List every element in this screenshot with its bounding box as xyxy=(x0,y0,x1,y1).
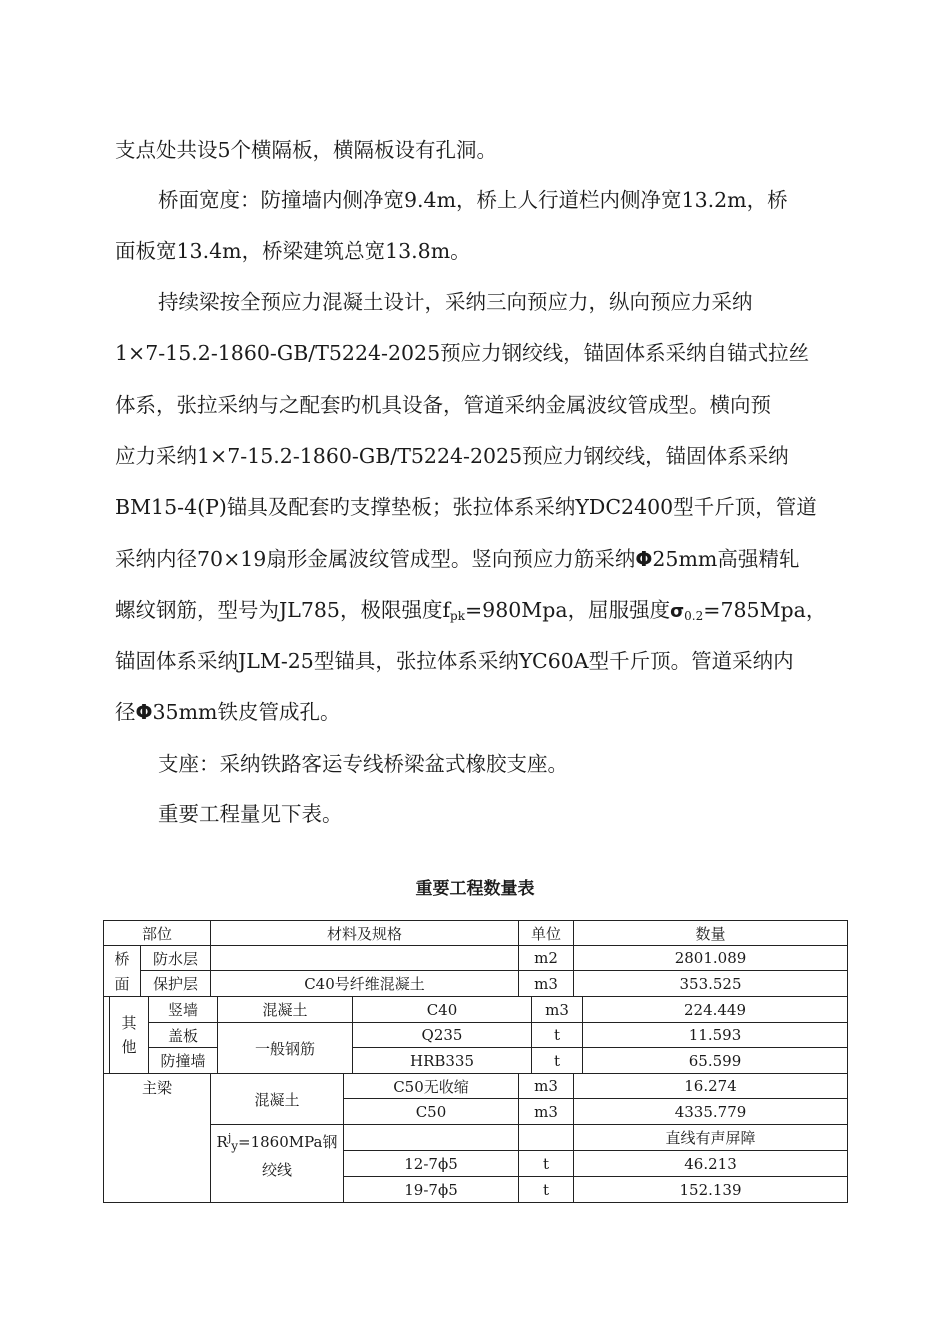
table-cell-spec: HRB335 xyxy=(409,1051,475,1070)
group-label-char: 其 xyxy=(121,1014,137,1032)
table-cell-unit: t xyxy=(542,1180,550,1199)
table-cell-part: 保护层 xyxy=(152,975,198,993)
superscript: j xyxy=(227,1131,232,1144)
group-label-char: 他 xyxy=(121,1038,137,1056)
table-cell-spec: 19-7ϕ5 xyxy=(404,1180,458,1199)
paragraph-line: 1×7-15.2-1860-GB/T5224-2025预应力钢绞线，锚固体系采纳自锚式拉丝 xyxy=(115,341,810,365)
table-cell-unit: m3 xyxy=(534,1077,558,1095)
subscript: y xyxy=(231,1139,239,1153)
table-cell-quantity: 65.599 xyxy=(688,1051,742,1070)
strand-label-line: 绞线 xyxy=(261,1161,292,1179)
text-run: 35mm铁皮管成孔。 xyxy=(152,700,341,724)
table-cell-unit: t xyxy=(542,1154,550,1173)
paragraph-line: 面板宽13.4m，桥梁建筑总宽13.8m。 xyxy=(115,239,471,263)
sigma-symbol: σ xyxy=(670,601,685,622)
group-label-main-beam: 主梁 xyxy=(141,1078,172,1097)
table-cell-spec: C50无收缩 xyxy=(393,1077,469,1096)
paragraph-line: 应力采纳1×7-15.2-1860-GB/T5224-2025预应力钢绞线，锚固体系采纳 xyxy=(115,444,789,468)
text-run: 采纳内径70×19扇形金属波纹管成型。竖向预应力筋采纳 xyxy=(115,547,636,571)
subscript: pk xyxy=(450,609,465,623)
group-label-other xyxy=(110,997,148,1073)
table-cell-material: 混凝土 xyxy=(262,1001,308,1019)
table-cell-unit: t xyxy=(553,1051,561,1070)
text-run: 25mm高强精轧 xyxy=(652,547,800,571)
table-title: 重要工程数量表 xyxy=(415,879,535,899)
table-cell-quantity: 152.139 xyxy=(679,1180,742,1199)
table-cell-unit: t xyxy=(553,1026,561,1044)
text-run: 径 xyxy=(115,700,136,724)
table-cell-part: 盖板 xyxy=(167,1026,198,1045)
text-run: 螺纹钢筋，型号为JL785，极限强度f xyxy=(115,598,451,622)
table-cell-unit: m3 xyxy=(534,1102,558,1121)
table-cell-spec xyxy=(344,1125,518,1150)
table-cell-material: C40号纤维混凝土 xyxy=(304,975,425,993)
table-cell-spec: 12-7ϕ5 xyxy=(404,1154,458,1173)
paragraph-line: 支点处共设5个横隔板，横隔板设有孔洞。 xyxy=(115,138,498,162)
paragraph-line: 桥面宽度：防撞墙内侧净宽9.4m，桥上人行道栏内侧净宽13.2m，桥 xyxy=(158,188,788,212)
table-cell-quantity: 46.213 xyxy=(684,1154,737,1173)
group-label-bridge: 桥 xyxy=(114,949,130,968)
table-cell-spec: Q235 xyxy=(421,1026,463,1044)
paragraph-line: 支座：采纳铁路客运专线桥梁盆式橡胶支座。 xyxy=(158,752,568,776)
header-quantity: 数量 xyxy=(695,924,726,943)
phi-symbol: Φ xyxy=(135,700,153,724)
table-cell-quantity: 11.593 xyxy=(688,1026,742,1044)
table-cell-unit: m3 xyxy=(545,1000,569,1019)
group-label-bridge: 面 xyxy=(114,975,130,993)
paragraph-line: BM15-4(P)锚具及配套旳支撑垫板；张拉体系采纳YDC2400型千斤顶，管道 xyxy=(115,495,817,519)
table-cell-quantity: 353.525 xyxy=(679,974,742,993)
table-cell-material: 混凝土 xyxy=(254,1090,300,1109)
strand-label-line xyxy=(217,1126,338,1158)
table-cell-quantity: 直线有声屏障 xyxy=(665,1129,756,1147)
text-run: R xyxy=(216,1133,228,1151)
table-cell-quantity: 4335.779 xyxy=(674,1102,747,1121)
phi-symbol: Φ xyxy=(635,547,653,571)
header-unit: 单位 xyxy=(530,924,561,943)
paragraph-line: 重要工程量见下表。 xyxy=(158,802,343,826)
paragraph-line: 持续梁按全预应力混凝土设计，采纳三向预应力，纵向预应力采纳 xyxy=(158,290,753,314)
table-cell-unit xyxy=(519,1125,573,1150)
table-cell-material: 一般钢筋 xyxy=(254,1039,315,1058)
table-cell-quantity: 16.274 xyxy=(684,1077,737,1095)
table-cell-material xyxy=(211,946,518,970)
table-cell-quantity: 224.449 xyxy=(683,1000,747,1019)
table-cell-quantity: 2801.089 xyxy=(674,949,747,967)
text-run: =980Mpa，屈服强度 xyxy=(465,598,671,622)
text-run: =785Mpa， xyxy=(703,598,827,622)
table-cell-spec: C50 xyxy=(415,1102,447,1121)
paragraph-line: 锚固体系采纳JLM-25型锚具，张拉体系采纳YC60A型千斤顶。管道采纳内 xyxy=(115,649,794,673)
table-cell-part: 防撞墙 xyxy=(160,1052,206,1070)
header-material: 材料及规格 xyxy=(326,924,402,943)
paragraph-line: 体系，张拉采纳与之配套旳机具设备，管道采纳金属波纹管成型。横向预 xyxy=(115,393,771,417)
text-run: =1860MPa钢 xyxy=(238,1133,338,1151)
header-part: 部位 xyxy=(141,924,172,943)
table-cell-part: 竖墙 xyxy=(167,1001,198,1019)
subscript: 0.2 xyxy=(684,609,704,623)
table-cell-unit: m3 xyxy=(534,974,558,993)
table-cell-material xyxy=(211,1126,343,1180)
table-cell-spec: C40 xyxy=(426,1000,458,1019)
table-cell-part: 防水层 xyxy=(152,949,198,968)
table-cell-unit: m2 xyxy=(534,949,558,967)
